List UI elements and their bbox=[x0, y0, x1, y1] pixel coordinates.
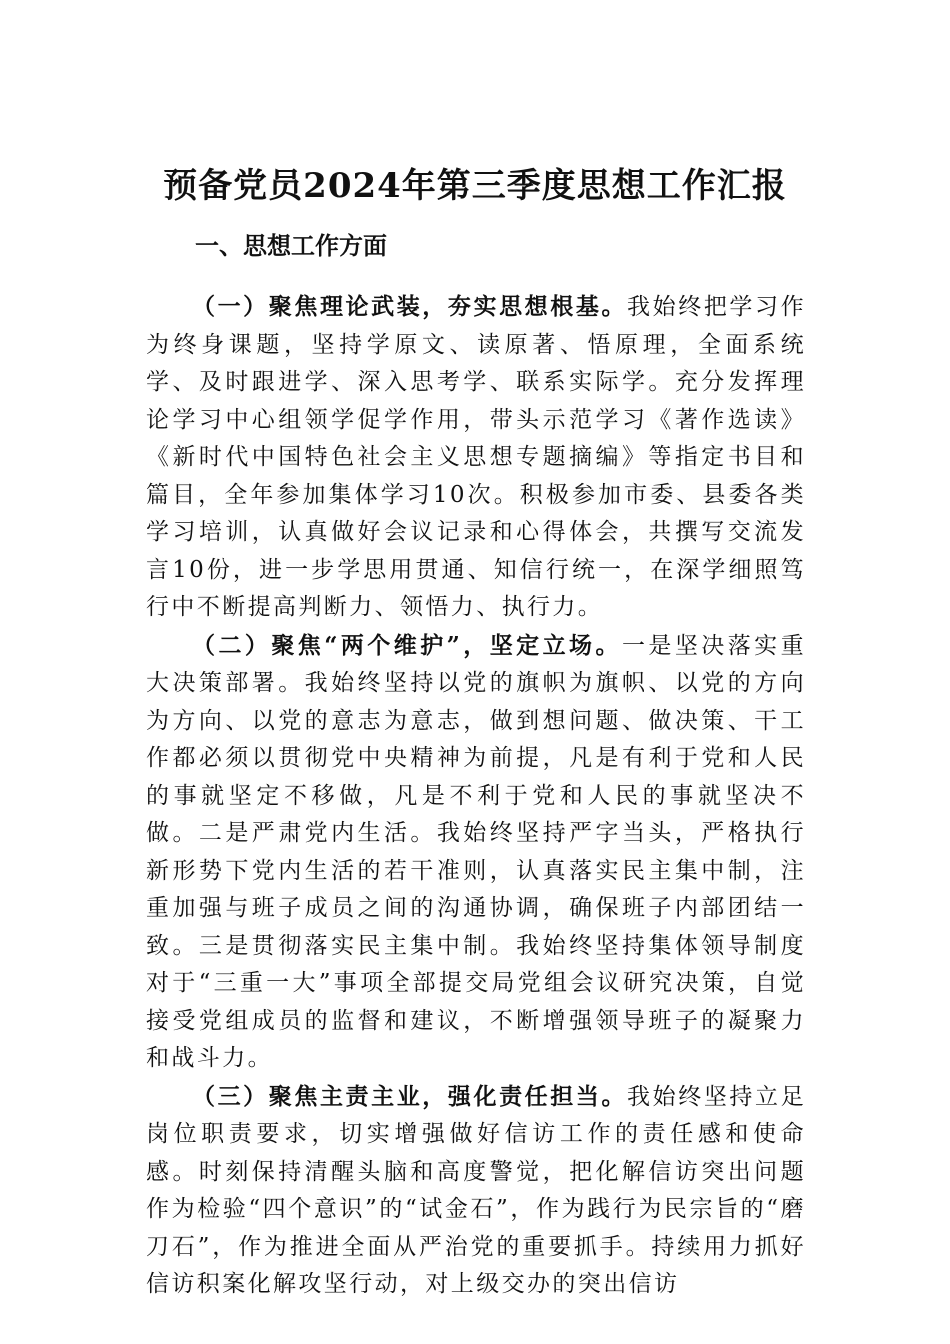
paragraph-3 bbox=[146, 1078, 806, 1304]
paragraph-1-lead: （一）聚焦理论武装，夯实思想根基。 bbox=[192, 293, 628, 320]
paragraph-1 bbox=[146, 288, 806, 627]
section-heading: 一、思想工作方面 bbox=[195, 232, 387, 260]
paragraph-3-lead: （三）聚焦主责主业，强化责任担当。 bbox=[192, 1082, 628, 1110]
paragraph-2 bbox=[146, 627, 806, 1078]
paragraph-2-text: 一是坚决落实重大决策部署。我始终坚持以党的旗帜为旗帜、以党的方向为方向、以党的意志为意志，做到想问题、做决策、干工作都必须以贯彻党中央精神为前提，凡是有利于党和人民的事就坚定不移做，凡是不利于党和人民的事就坚决不做。二是严肃党内生活。我始终坚持严字当头，严格执行新形势下党内生活的若干准则，认真落实民主集中制，注重加强与班子成员之间的沟通协调，确保班子内部团结一致。三是贯彻落实民主集中制。我始终坚持集体领导制度对于“三重一大”事项全部提交局党组会议研究决策，自觉接受党组成员的监督和建议，不断增强领导班子的凝聚力和战斗力。 bbox=[146, 632, 806, 1071]
paragraph-1-text: 我始终把学习作为终身课题，坚持学原文、读原著、悟原理，全面系统学、及时跟进学、深入思考学、联系实际学。充分发挥理论学习中心组领学促学作用，带头示范学习《著作选读》《新时代中国特色社会主义思想专题摘编》等指定书目和篇目，全年参加集体学习10次。积极参加市委、县委各类学习培训，认真做好会议记录和心得体会，共撰写交流发言10份，进一步学思用贯通、知信行统一，在深学细照笃行中不断提高判断力、领悟力、执行力。 bbox=[146, 294, 806, 620]
paragraph-2-lead: （二）聚焦“两个维护”，坚定立场。 bbox=[192, 631, 622, 659]
document-body bbox=[146, 288, 806, 1304]
paragraph-3-text: 我始终坚持立足岗位职责要求，切实增强做好信访工作的责任感和使命感。时刻保持清醒头脑和高度警觉，把化解信访突出问题作为检验“四个意识”的“试金石”，作为践行为民宗旨的“磨刀石”，作为推进全面从严治党的重要抓手。持续用力抓好信访积案化解攻坚行动，对上级交办的突出信访 bbox=[146, 1083, 806, 1297]
document-title: 预备党员2024年第三季度思想工作汇报 bbox=[163, 166, 787, 206]
